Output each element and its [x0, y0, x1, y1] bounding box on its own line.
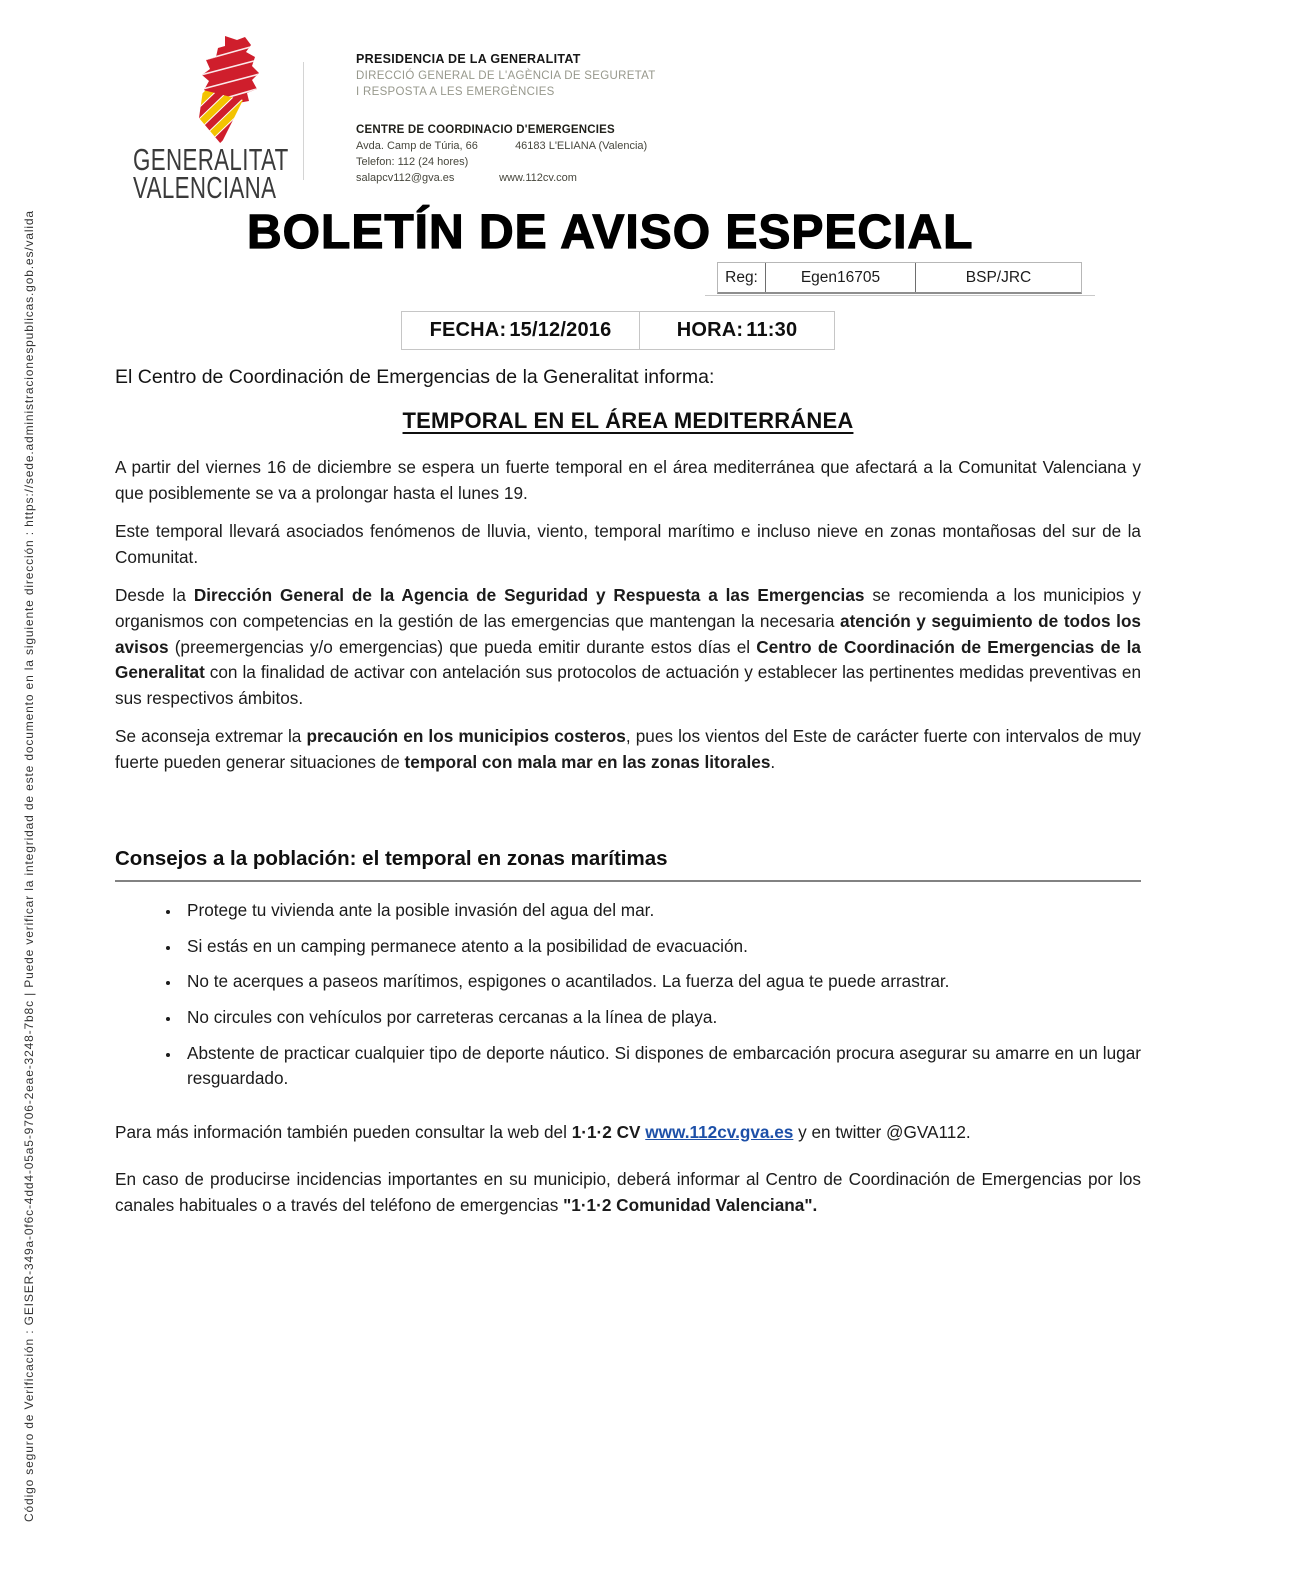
fecha-value: 15/12/2016: [509, 319, 612, 341]
centre-title: CENTRE DE COORDINACIO D'EMERGENCIES: [356, 124, 615, 136]
text-run: "1·1·2 Comunidad Valenciana".: [563, 1194, 818, 1215]
hora-value: 11:30: [746, 319, 798, 341]
registry-table: [717, 262, 1082, 294]
logo-wordmark-line1: GENERALITAT: [133, 142, 289, 177]
text-run: atención y seguimiento de todos los avisos: [115, 610, 1141, 657]
text-run: (preemergencias y/o emergencias) que pueda emitir durante estos días el: [168, 636, 757, 657]
org-subtitle-2: I RESPOSTA A LES EMERGÈNCIES: [356, 86, 555, 98]
text-run: temporal con mala mar en las zonas litorales: [404, 751, 771, 772]
text-run: , pues los vientos del Este de carácter fuerte con intervalos de muy fuerte pueden generar situaciones de: [115, 726, 1141, 772]
generalitat-valenciana-logo: [133, 34, 308, 205]
header-org-block: [356, 52, 656, 98]
text-run: En caso de producirse incidencias importantes en su municipio, deberá informar al Centro de Coordinación de Emergencias por los canales habituales o a través del teléfono de emergencias: [115, 1169, 1141, 1215]
document-title: BOLETÍN DE AVISO ESPECIAL: [247, 206, 974, 259]
org-title: PRESIDENCIA DE LA GENERALITAT: [356, 52, 581, 66]
text-run: .: [770, 751, 776, 772]
text-run: Dirección General de la Agencia de Seguridad y Respuesta a las Emergencias: [193, 585, 865, 606]
logo-wordmark: [133, 142, 289, 205]
text-run: Centro de Coordinación de Emergencias de la Generalitat: [115, 636, 1141, 683]
registry-table-underline: [705, 295, 1095, 296]
fecha-cell: [402, 312, 640, 349]
centre-contact-row: [356, 172, 647, 184]
centre-web: www.112cv.com: [499, 172, 577, 184]
body-paragraph-1: [115, 455, 1141, 506]
centre-email: salapcv112@gva.es: [356, 172, 455, 184]
logo-wordmark-line2: VALENCIANA: [133, 170, 277, 205]
text-run: 1·1·2 CV: [571, 1121, 641, 1142]
text-run: con la finalidad de activar con antelación sus protocolos de actuación y establecer las pertinentes medidas preventivas en sus respectivos ámbitos.: [115, 662, 1141, 708]
centre-phone: Telefon: 112 (24 hores): [356, 156, 469, 168]
text-run: Este temporal llevará asociados fenómenos de lluvia, viento, temporal marítimo e incluso nieve en zonas montañosas del sur de la Comunitat.: [115, 521, 1141, 567]
org-subtitle-1: DIRECCIÓ GENERAL DE L'AGÈNCIA DE SEGURETAT: [356, 70, 656, 82]
hora-label: HORA:: [676, 319, 744, 341]
text-run: se recomienda a los municipios y organismos con competencias en la gestión de las emergencias que mantengan la necesaria: [115, 585, 1141, 631]
fecha-label: FECHA:: [429, 319, 507, 341]
centre-address-row: [356, 140, 647, 152]
advice-bullet-item: • Abstente de practicar cualquier tipo de deporte náutico. Si dispones de embarcación procura asegurar su amarre en un lugar resguardado.: [181, 1041, 1141, 1092]
text-run: Para más información también pueden consultar la web del: [115, 1121, 572, 1142]
link-112cv-website[interactable]: www.112cv.gva.es: [645, 1121, 794, 1142]
advice-bullet-item: • No circules con vehículos por carreteras cercanas a la línea de playa.: [181, 1005, 1141, 1031]
text-run: Se aconseja extremar la: [115, 726, 307, 747]
body-paragraph-3: [115, 583, 1141, 711]
centre-phone-row: [356, 156, 647, 168]
advice-bullet-item: • Protege tu vivienda ante la posible invasión del agua del mar.: [181, 898, 1141, 924]
advice-bullet-list: [115, 898, 1141, 1092]
hora-cell: [640, 312, 834, 349]
body-text: [115, 455, 1141, 1231]
body-paragraph-4: [115, 724, 1141, 775]
footer-paragraph-info: [115, 1120, 1141, 1146]
footer-paragraph-incidents: [115, 1167, 1141, 1218]
advice-section-heading: Consejos a la población: el temporal en zonas marítimas: [115, 846, 1141, 883]
centre-address-city: 46183 L'ELIANA (Valencia): [515, 140, 648, 152]
registry-label: Reg:: [718, 263, 766, 292]
centre-address-street: Avda. Camp de Túria, 66: [356, 140, 478, 152]
text-run: Desde la: [115, 585, 194, 606]
text-run: y en twitter @GVA112.: [793, 1121, 971, 1142]
generalitat-emblem-icon: [169, 34, 277, 146]
header-divider: [303, 62, 304, 180]
bulletin-headline: TEMPORAL EN EL ÁREA MEDITERRÁNEA: [402, 408, 854, 433]
registry-number: Egen16705: [766, 263, 916, 292]
registry-code: BSP/JRC: [965, 268, 1032, 286]
header-centre-block: [356, 124, 647, 184]
advice-bullet-item: • No te acerques a paseos marítimos, espigones o acantilados. La fuerza del agua te puede arrastrar.: [181, 969, 1141, 995]
datetime-table: [401, 311, 835, 350]
intro-line: El Centro de Coordinación de Emergencias de la Generalitat informa:: [115, 366, 715, 388]
text-run: A partir del viernes 16 de diciembre se espera un fuerte temporal en el área mediterránea que afectará a la Comunitat Valenciana y que posiblemente se va a prolongar hasta el lunes 19.: [115, 457, 1141, 503]
text-run: precaución en los municipios costeros: [306, 726, 626, 747]
body-paragraph-2: [115, 519, 1141, 570]
advice-bullet-item: • Si estás en un camping permanece atento a la posibilidad de evacuación.: [181, 934, 1141, 960]
verification-code-text: Código seguro de Verificación : GEISER-349a-0f6c-4dd4-05a5-9706-2eae-3248-7b8c | Puede verificar la integridad de este documento en la siguiente dirección : https://sede.administracionespublicas.gob.es/valida: [22, 210, 36, 1522]
